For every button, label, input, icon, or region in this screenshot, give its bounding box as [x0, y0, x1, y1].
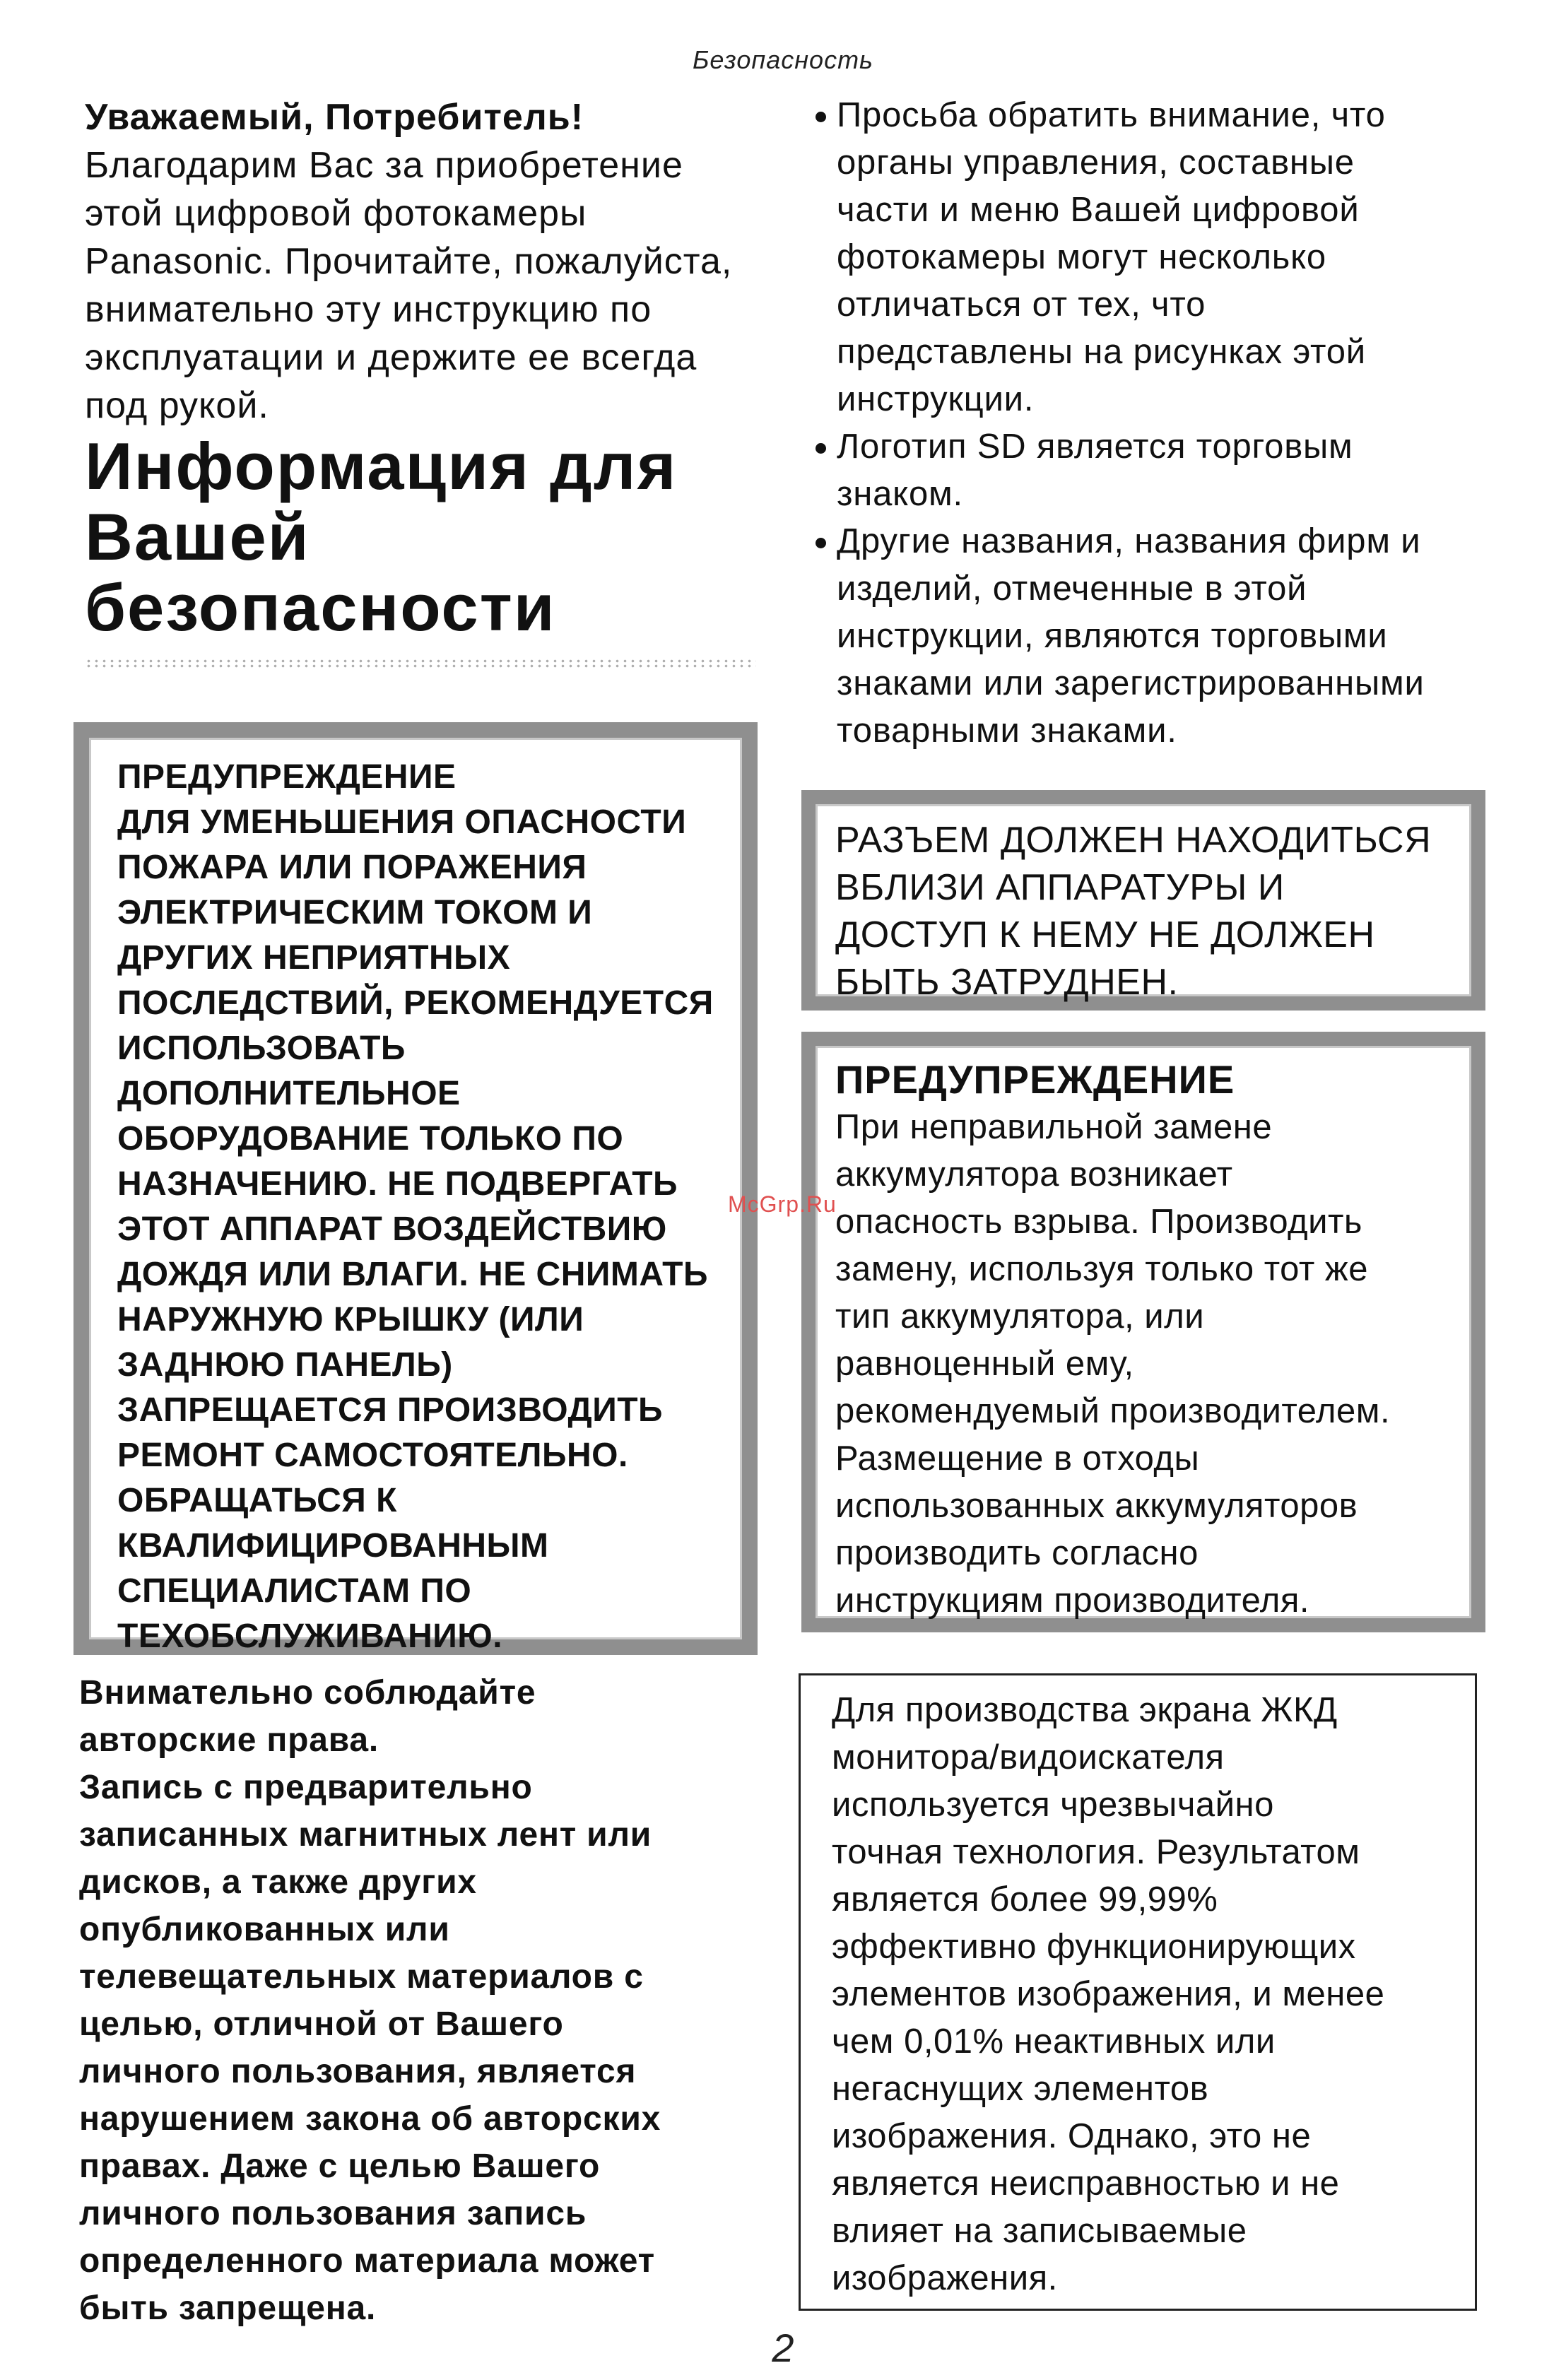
copyright-notice: Внимательно соблюдайте авторские права. Запись с предварительно записанных магнитных лент или дисков, а также других опубликованных или телевещательных материалов с целью, отличной от Вашего личного пользования, является нарушением закона об авторских правах. Даже с целью Вашего личного пользования запись определенного материала может быть запрещена. [79, 1674, 661, 2327]
section-header: Безопасность [693, 45, 873, 74]
page-number: 2 [772, 2326, 794, 2370]
battery-warning-text: При неправильной замене аккумулятора возникает опасность взрыва. Производить замену, используя только тот же тип аккумулятора, или равноценный ему, рекомендуемый производителем. Размещение в отходы использованных аккумуляторов производить согласно инструкциям производителя. [835, 1108, 1391, 1620]
battery-warning-heading: ПРЕДУПРЕЖДЕНИЕ [835, 1057, 1235, 1102]
safety-warning-box [73, 722, 758, 1655]
socket-notice-text: РАЗЪЕМ ДОЛЖЕН НАХОДИТЬСЯ ВБЛИЗИ АППАРАТУРЫ И ДОСТУП К НЕМУ НЕ ДОЛЖЕН БЫТЬ ЗАТРУДНЕН. [835, 820, 1432, 1003]
intro-body: Благодарим Вас за приобретение этой цифровой фотокамеры Panasonic. Прочитайте, пожалуйста, внимательно эту инструкцию по эксплуатации и держите ее всегда под рукой. [85, 145, 733, 426]
notes-list [813, 92, 1519, 755]
list-item: Логотип SD является торговым знаком. [813, 423, 1519, 518]
safety-warning-text: ПРЕДУПРЕЖДЕНИЕ ДЛЯ УМЕНЬШЕНИЯ ОПАСНОСТИ ПОЖАРА ИЛИ ПОРАЖЕНИЯ ЭЛЕКТРИЧЕСКИМ ТОКОМ И ДРУГИХ НЕПРИЯТНЫХ ПОСЛЕДСТВИЙ, РЕКОМЕНДУЕТСЯ ИСПОЛЬЗОВАТЬ ДОПОЛНИТЕЛЬНОЕ ОБОРУДОВАНИЕ ТОЛЬКО ПО НАЗНАЧЕНИЮ. НЕ ПОДВЕРГАТЬ ЭТОТ АППАРАТ ВОЗДЕЙСТВИЮ ДОЖДЯ ИЛИ ВЛАГИ. НЕ СНИМАТЬ НАРУЖНУЮ КРЫШКУ (ИЛИ ЗАДНЮЮ ПАНЕЛЬ) ЗАПРЕЩАЕТСЯ ПРОИЗВОДИТЬ РЕМОНТ САМОСТОЯТЕЛЬНО. ОБРАЩАТЬСЯ К КВАЛИФИЦИРОВАННЫМ СПЕЦИАЛИСТАМ ПО ТЕХОБСЛУЖИВАНИЮ. [117, 758, 714, 1655]
lcd-note-text: Для производства экрана ЖКД монитора/видоискателя используется чрезвычайно точная технология. Результатом является более 99,99% эффективно функционирующих элементов изображения, и менее чем 0,01% неактивных или негаснущих элементов изображения. Однако, это не является неисправностью и не влияет на записываемые изображения. [832, 1691, 1385, 2297]
list-item: Просьба обратить внимание, что органы управления, составные части и меню Вашей цифровой фотокамеры могут несколько отличаться от тех, что представлены на рисунках этой инструкции. [813, 92, 1519, 423]
intro-greeting: Уважаемый, Потребитель! [85, 97, 584, 138]
intro-paragraph [85, 93, 763, 430]
lcd-note-box [799, 1673, 1477, 2311]
dotted-divider [85, 659, 756, 668]
battery-warning-box [801, 1032, 1485, 1632]
socket-notice-box [801, 790, 1485, 1011]
watermark: McGrp.Ru [728, 1191, 837, 1217]
page-title: Информация для Вашей безопасности [85, 429, 678, 644]
list-item: Другие названия, названия фирм и изделий, отмеченные в этой инструкции, являются торговыми знаками или зарегистрированными товарными знаками. [813, 518, 1519, 755]
